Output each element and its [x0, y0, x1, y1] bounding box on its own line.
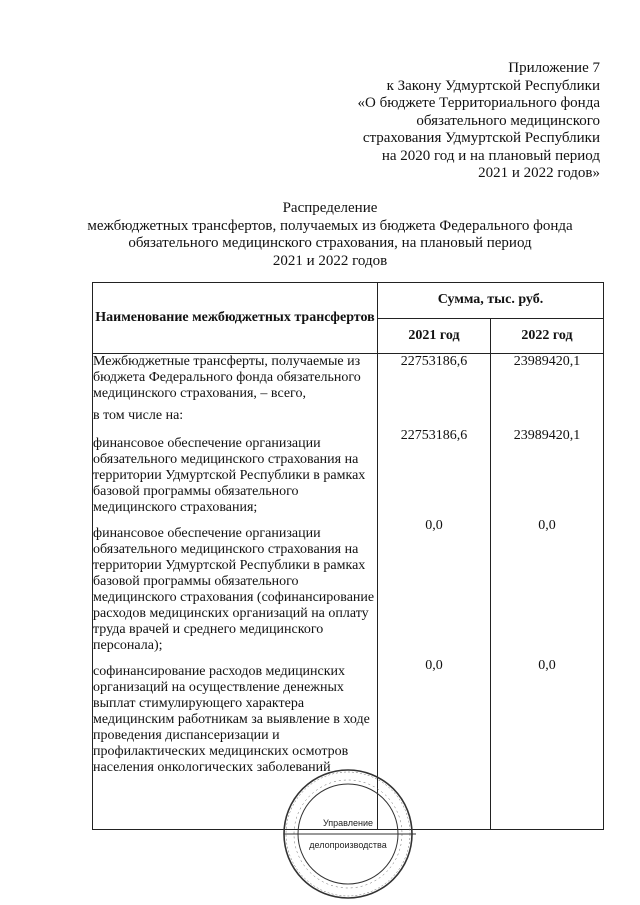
title-line: Распределение	[282, 200, 378, 216]
row-value-2021: 22753186,6	[400, 354, 468, 369]
header-year-2022: 2022 год	[491, 318, 604, 354]
row-value-2022: 0,0	[538, 518, 556, 533]
stamp-line-2: делопроизводства	[309, 840, 387, 850]
document-title	[60, 200, 600, 270]
appendix-header	[300, 60, 600, 183]
row-value-2022: 0,0	[538, 658, 556, 673]
title-line: обязательного медицинского страхования, на плановый период	[128, 235, 532, 251]
row-value-2022: 23989420,1	[513, 354, 581, 369]
header-year-2021: 2021 год	[378, 318, 491, 354]
appendix-line: 2021 и 2022 годов»	[478, 165, 600, 181]
appendix-line: «О бюджете Территориального фонда	[357, 95, 600, 111]
transfers-table	[92, 282, 604, 830]
appendix-line: на 2020 год и на плановый период	[381, 147, 600, 164]
row-name: финансовое обеспечение организации обязательного медицинского страхования на территории Удмуртской Республики в рамках базовой программы обязательного медицинского страхования (софинансирование расходов медицинских организаций на оплату труда врачей и среднего медицинского персонала);	[93, 526, 375, 653]
row-value-2021: 0,0	[425, 658, 443, 673]
appendix-line: к Закону Удмуртской Республики	[386, 77, 600, 94]
values-2021-cell	[378, 354, 491, 830]
table-row	[93, 354, 604, 830]
names-cell	[93, 354, 378, 830]
row-name: софинансирование расходов медицинских организаций на осуществление денежных выплат стимулирующего характера медицинским работникам за выявление в ходе проведения диспансеризации и профилактических медицинских осмотров населения онкологических заболеваний	[93, 664, 370, 775]
row-name: Межбюджетные трансферты, получаемые из бюджета Федерального фонда обязательного медицинского страхования, – всего,	[93, 354, 361, 401]
values-2022-cell	[491, 354, 604, 830]
title-line: 2021 и 2022 годов	[272, 252, 388, 269]
title-line: межбюджетных трансфертов, получаемых из бюджета Федерального фонда	[87, 217, 573, 234]
office-stamp	[280, 766, 416, 902]
row-name: в том числе на:	[93, 408, 184, 423]
stamp-line-1: Управление	[322, 818, 374, 828]
row-value-2021: 0,0	[425, 518, 443, 533]
appendix-line: обязательного медицинского	[416, 112, 600, 129]
appendix-line: страхования Удмуртской Республики	[362, 130, 600, 146]
row-value-2021: 22753186,6	[400, 428, 468, 443]
row-value-2022: 23989420,1	[513, 428, 581, 443]
header-sum: Сумма, тыс. руб.	[378, 283, 604, 319]
header-name: Наименование межбюджетных трансфертов	[93, 283, 378, 354]
row-name: финансовое обеспечение организации обязательного медицинского страхования на территории Удмуртской Республики в рамках базовой программы обязательного медицинского страхования;	[93, 436, 366, 515]
appendix-line: Приложение 7	[508, 60, 600, 76]
